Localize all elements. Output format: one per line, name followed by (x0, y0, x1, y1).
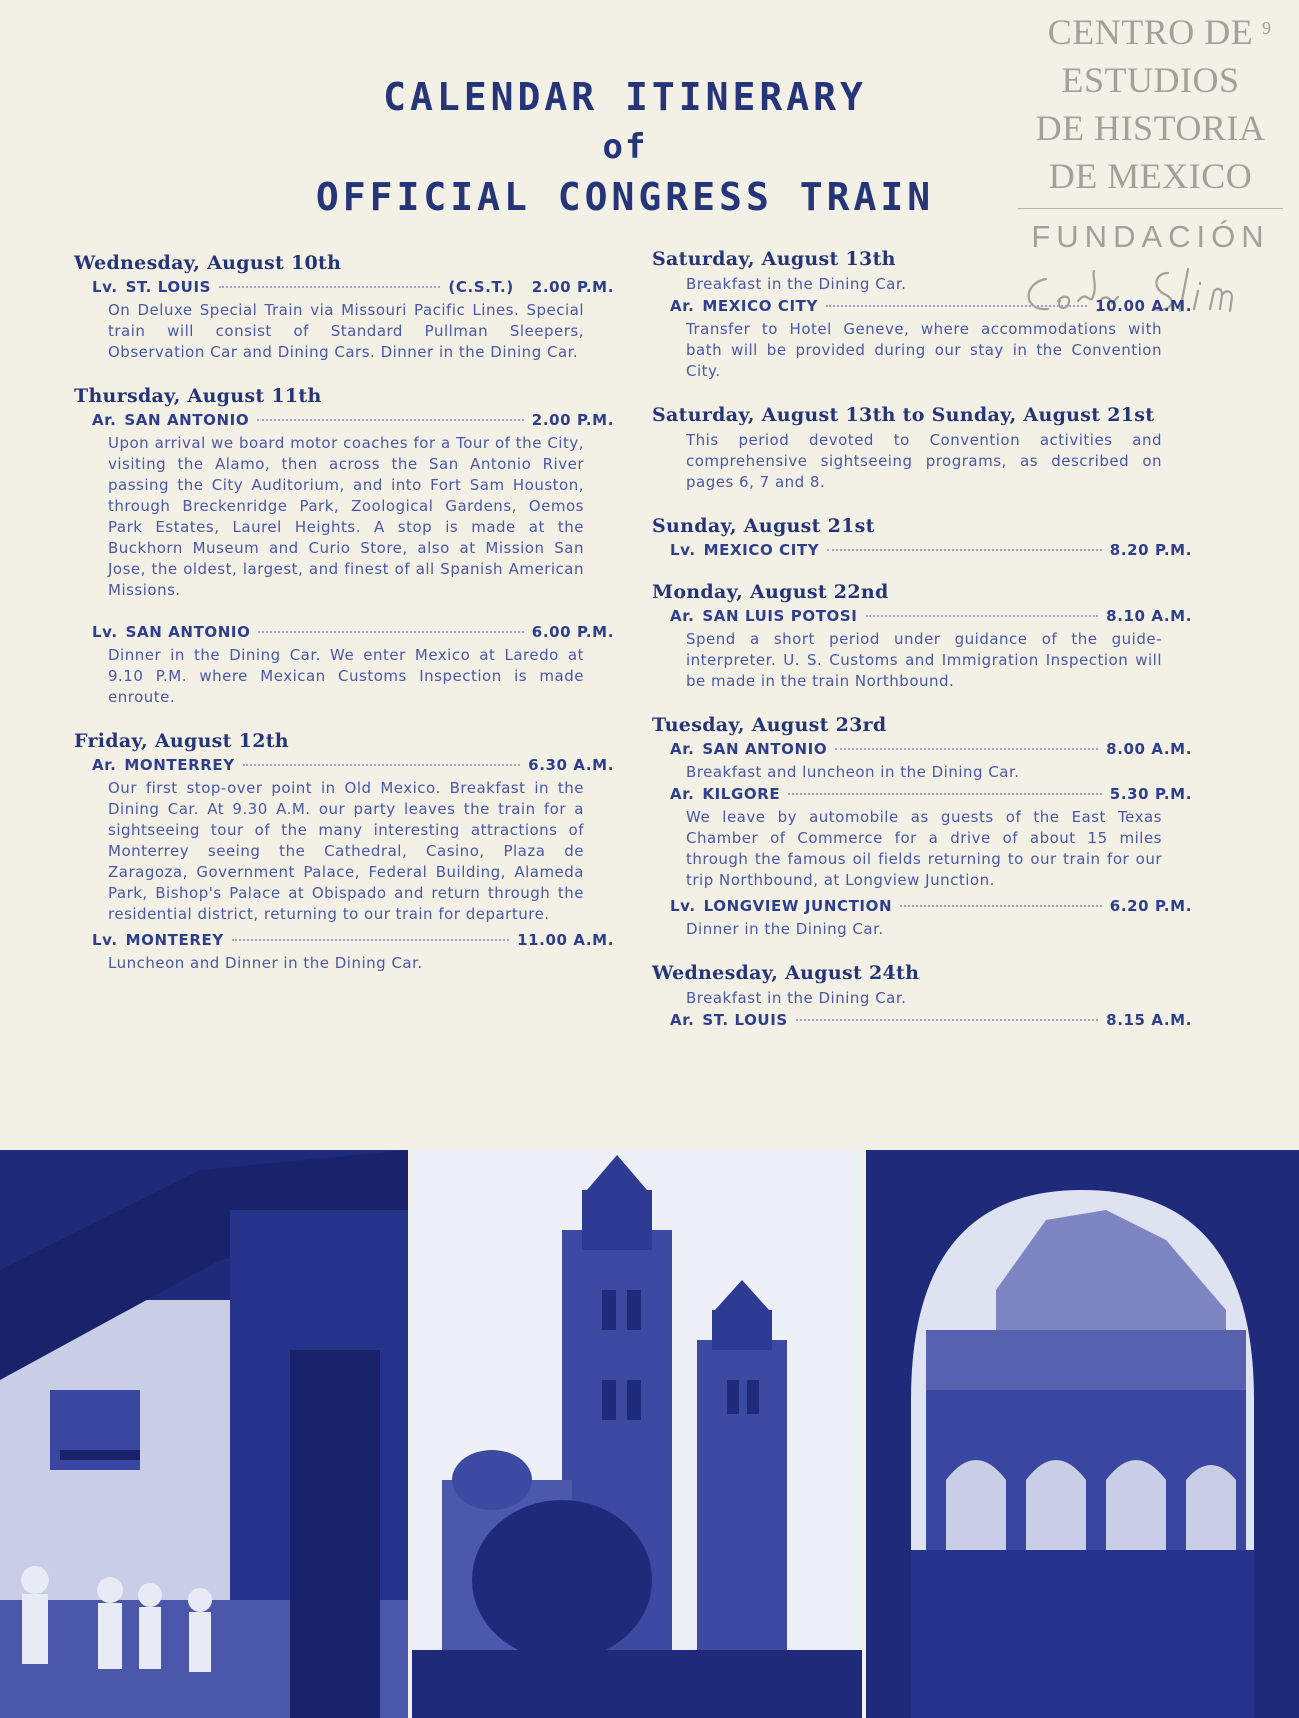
description: Transfer to Hotel Geneve, where accommodations with bath will be provided during our stay in the Convention City. (686, 320, 1162, 380)
schedule-row (92, 411, 614, 429)
day-title: Saturday, August 13th (652, 248, 896, 270)
time: 8.10 A.M. (1106, 607, 1192, 625)
page-number: 9 (1262, 18, 1271, 38)
direction: Lv. (670, 541, 696, 559)
schedule-row (670, 785, 1192, 803)
leader-dots (219, 286, 440, 288)
direction: Ar. (670, 740, 695, 758)
watermark-line-4: DE MEXICO (1048, 156, 1253, 196)
schedule-row (670, 297, 1192, 315)
place: MONTERREY (124, 756, 235, 774)
title-line-3: OFFICIAL CONGRESS TRAIN (315, 175, 935, 219)
time: 8.15 A.M. (1106, 1011, 1192, 1029)
place: SAN ANTONIO (702, 740, 828, 758)
day-tue-aug-23 (652, 714, 1192, 940)
itinerary-right-column (652, 248, 1192, 1051)
schedule-row (92, 623, 614, 641)
place: SAN LUIS POTOSI (702, 607, 858, 625)
day-title: Sunday, August 21st (652, 515, 875, 537)
leader-dots (826, 305, 1087, 307)
schedule-row (670, 541, 1192, 559)
watermark-fundacion: FUNDACIÓN (1031, 219, 1270, 254)
leader-dots (866, 615, 1099, 617)
schedule-row (92, 756, 614, 774)
time-zone: (C.S.T.) (448, 278, 514, 296)
title-line-2: of (602, 127, 648, 167)
leader-dots (835, 748, 1098, 750)
place: ST. LOUIS (125, 278, 212, 296)
place: MEXICO CITY (703, 541, 820, 559)
day-title: Tuesday, August 23rd (652, 714, 887, 736)
time: 5.30 P.M. (1109, 785, 1192, 803)
description: Breakfast in the Dining Car. (686, 989, 907, 1007)
leader-dots (257, 419, 524, 421)
place: SAN ANTONIO (125, 623, 251, 641)
photo-arched-courtyard (866, 1150, 1299, 1718)
direction: Ar. (92, 411, 117, 429)
direction: Ar. (670, 1011, 695, 1029)
leader-dots (900, 905, 1102, 907)
direction: Ar. (92, 756, 117, 774)
place: MONTEREY (125, 931, 224, 949)
time: 8.00 A.M. (1106, 740, 1192, 758)
day-wed-aug-10 (74, 252, 614, 363)
watermark-line-3: DE HISTORIA (1035, 108, 1266, 148)
schedule-row (670, 897, 1192, 915)
day-title: Friday, August 12th (74, 730, 289, 752)
time: 2.00 P.M. (531, 278, 614, 296)
photo-cathedral (412, 1150, 862, 1718)
description: On Deluxe Special Train via Missouri Pacific Lines. Special train will consist of Standard Pullman Sleepers, Observation Car and Dining Cars. Dinner in the Dining Car. (108, 301, 584, 361)
title-line-1: CALENDAR ITINERARY (383, 75, 867, 119)
place: LONGVIEW JUNCTION (703, 897, 893, 915)
watermark-line-1: CENTRO DE (1047, 12, 1254, 52)
leader-dots (243, 764, 520, 766)
time: 6.20 P.M. (1109, 897, 1192, 915)
time: 6.30 A.M. (528, 756, 614, 774)
schedule-row (92, 931, 614, 949)
leader-dots (232, 939, 509, 941)
description: We leave by automobile as guests of the East Texas Chamber of Commerce for a drive of about 15 miles through the famous oil fields returning to our train for our trip Northbound, at Longview Junction. (686, 808, 1162, 889)
description: Upon arrival we board motor coaches for a Tour of the City, visiting the Alamo, then across the San Antonio River passing the City Auditorium, and into Fort Sam Houston, through Breckenridge Park, Zoological Gardens, Oemos Park Estates, Laurel Heights. A stop is made at the Buckhorn Museum and Curio Store, also at Mission San Jose, the oldest, largest, and finest of all Spanish American Missions. (108, 434, 584, 599)
direction: Lv. (92, 278, 118, 296)
description: Spend a short period under guidance of the guide-interpreter. U. S. Customs and Immigration Inspection will be made in the train Northbound. (686, 630, 1162, 690)
day-sun-aug-21 (652, 515, 1192, 559)
time: 2.00 P.M. (531, 411, 614, 429)
watermark-line-2: ESTUDIOS (1061, 60, 1240, 100)
time: 6.00 P.M. (531, 623, 614, 641)
schedule-row (670, 607, 1192, 625)
time: 11.00 A.M. (517, 931, 614, 949)
itinerary-left-column (74, 252, 614, 996)
time: 10.00 A.M. (1095, 297, 1192, 315)
day-sat-13-to-sun-21 (652, 404, 1192, 493)
leader-dots (827, 549, 1102, 551)
day-fri-aug-12 (74, 730, 614, 974)
direction: Ar. (670, 785, 695, 803)
schedule-row (670, 740, 1192, 758)
direction: Lv. (670, 897, 696, 915)
day-title: Wednesday, August 10th (74, 252, 342, 274)
day-wed-aug-24 (652, 962, 1192, 1029)
leader-dots (258, 631, 523, 633)
place: MEXICO CITY (702, 297, 818, 315)
place: KILGORE (702, 785, 781, 803)
direction: Lv. (92, 931, 118, 949)
day-title: Monday, August 22nd (652, 581, 889, 603)
day-title: Saturday, August 13th to Sunday, August 21st (652, 404, 1155, 426)
time: 8.20 P.M. (1109, 541, 1192, 559)
schedule-row (670, 1011, 1192, 1029)
description: Dinner in the Dining Car. We enter Mexico at Laredo at 9.10 P.M. where Mexican Customs Inspection is made enroute. (108, 646, 584, 706)
description: This period devoted to Convention activities and comprehensive sightseeing programs, as described on pages 6, 7 and 8. (686, 431, 1162, 491)
description: Dinner in the Dining Car. (686, 920, 884, 938)
day-mon-aug-22 (652, 581, 1192, 692)
place: ST. LOUIS (702, 1011, 788, 1029)
photo-village-street (0, 1150, 408, 1718)
direction: Ar. (670, 297, 695, 315)
schedule-row (92, 278, 614, 296)
photo-strip (0, 1150, 1299, 1718)
place: SAN ANTONIO (124, 411, 250, 429)
day-thu-aug-11 (74, 385, 614, 708)
description: Breakfast in the Dining Car. (686, 275, 907, 293)
page-title (240, 72, 1010, 222)
direction: Ar. (670, 607, 695, 625)
day-title: Wednesday, August 24th (652, 962, 920, 984)
description: Luncheon and Dinner in the Dining Car. (108, 954, 423, 972)
watermark-divider (1018, 208, 1283, 209)
leader-dots (796, 1019, 1098, 1021)
day-sat-aug-13 (652, 248, 1192, 382)
description: Breakfast and luncheon in the Dining Car. (686, 763, 1020, 781)
direction: Lv. (92, 623, 118, 641)
leader-dots (788, 793, 1102, 795)
description: Our first stop-over point in Old Mexico. Breakfast in the Dining Car. At 9.30 A.M. our party leaves the train for a sightseeing tour of the many interesting attractions of Monterrey seeing the Cathedral, Casino, Plaza de Zaragoza, Government Palace, Federal Building, Alameda Park, Bishop's Palace at Obispado and return through the residential district, returning to our train for departure. (108, 779, 584, 923)
day-title: Thursday, August 11th (74, 385, 322, 407)
